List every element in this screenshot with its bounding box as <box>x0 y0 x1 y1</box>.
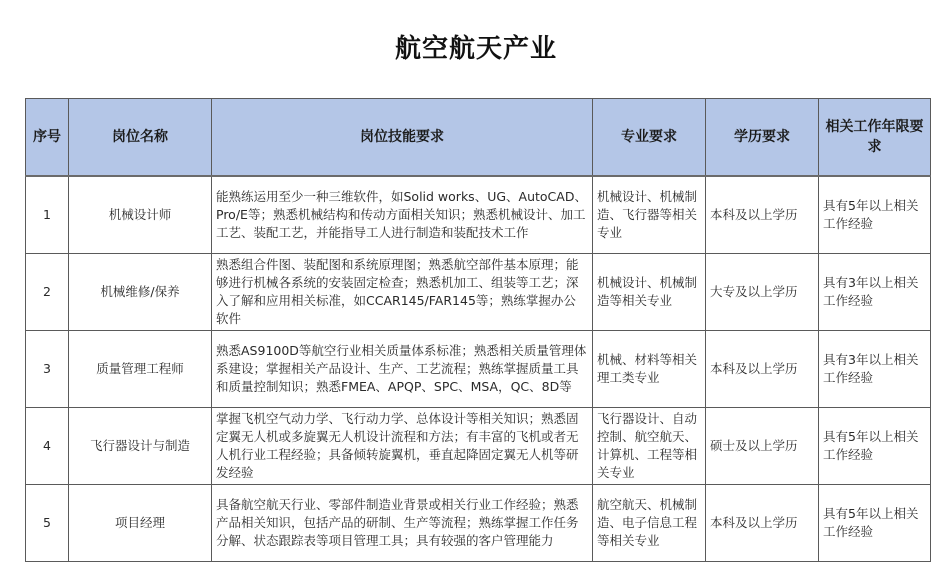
cell-skills: 掌握飞机空气动力学、飞行动力学、总体设计等相关知识；熟悉固定翼无人机或多旋翼无人机设计流程和方法；有丰富的飞机或者无人机行业工程经验；具备倾转旋翼机，垂直起降固定翼无人机等研发经验 <box>212 408 593 485</box>
cell-job-title: 机械设计师 <box>69 176 212 254</box>
column-header-education: 学历要求 <box>706 99 819 177</box>
column-header-index: 序号 <box>26 99 69 177</box>
cell-skills: 熟悉组合件图、装配图和系统原理图；熟悉航空部件基本原理；能够进行机械各系统的安装固定检查；熟悉机加工、组装等工艺；深入了解和应用相关标准，如CCAR145/FAR145等；熟练掌握办公软件 <box>212 254 593 331</box>
cell-education: 本科及以上学历 <box>706 485 819 562</box>
cell-index: 2 <box>26 254 69 331</box>
cell-experience: 具有3年以上相关工作经验 <box>819 254 931 331</box>
cell-education: 大专及以上学历 <box>706 254 819 331</box>
cell-major: 机械、材料等相关理工类专业 <box>593 331 706 408</box>
job-requirements-table <box>25 98 931 562</box>
column-header-major: 专业要求 <box>593 99 706 177</box>
table-row <box>26 254 931 331</box>
header-row <box>26 99 931 177</box>
cell-job-title: 质量管理工程师 <box>69 331 212 408</box>
cell-education: 硕士及以上学历 <box>706 408 819 485</box>
cell-experience: 具有3年以上相关工作经验 <box>819 331 931 408</box>
column-header-experience: 相关工作年限要求 <box>819 99 931 177</box>
cell-index: 5 <box>26 485 69 562</box>
column-header-skills: 岗位技能要求 <box>212 99 593 177</box>
cell-major: 航空航天、机械制造、电子信息工程等相关专业 <box>593 485 706 562</box>
page-title: 航空航天产业 <box>394 34 557 64</box>
cell-experience: 具有5年以上相关工作经验 <box>819 176 931 254</box>
column-header-job-title: 岗位名称 <box>69 99 212 177</box>
table-row <box>26 331 931 408</box>
cell-major: 飞行器设计、自动控制、航空航天、计算机、工程等相关专业 <box>593 408 706 485</box>
cell-index: 3 <box>26 331 69 408</box>
table-row <box>26 485 931 562</box>
cell-experience: 具有5年以上相关工作经验 <box>819 485 931 562</box>
cell-index: 4 <box>26 408 69 485</box>
table-body <box>26 176 931 562</box>
table-row <box>26 408 931 485</box>
cell-major: 机械设计、机械制造等相关专业 <box>593 254 706 331</box>
cell-index: 1 <box>26 176 69 254</box>
table-row <box>26 176 931 254</box>
cell-job-title: 飞行器设计与制造 <box>69 408 212 485</box>
cell-major: 机械设计、机械制造、飞行器等相关专业 <box>593 176 706 254</box>
cell-education: 本科及以上学历 <box>706 176 819 254</box>
cell-job-title: 机械维修/保养 <box>69 254 212 331</box>
cell-education: 本科及以上学历 <box>706 331 819 408</box>
cell-skills: 具备航空航天行业、零部件制造业背景或相关行业工作经验；熟悉产品相关知识，包括产品的研制、生产等流程；熟练掌握工作任务分解、状态跟踪表等项目管理工具；具有较强的客户管理能力 <box>212 485 593 562</box>
table-header <box>26 99 931 177</box>
cell-job-title: 项目经理 <box>69 485 212 562</box>
cell-skills: 能熟练运用至少一种三维软件，如Solid works、UG、AutoCAD、Pro/E等；熟悉机械结构和传动方面相关知识；熟悉机械设计、加工工艺、装配工艺，并能指导工人进行制造和装配技术工作 <box>212 176 593 254</box>
cell-skills: 熟悉AS9100D等航空行业相关质量体系标准；熟悉相关质量管理体系建设；掌握相关产品设计、生产、工艺流程；熟练掌握质量工具和质量控制知识；熟悉FMEA、APQP、SPC、MSA，QC、8D等 <box>212 331 593 408</box>
cell-experience: 具有5年以上相关工作经验 <box>819 408 931 485</box>
